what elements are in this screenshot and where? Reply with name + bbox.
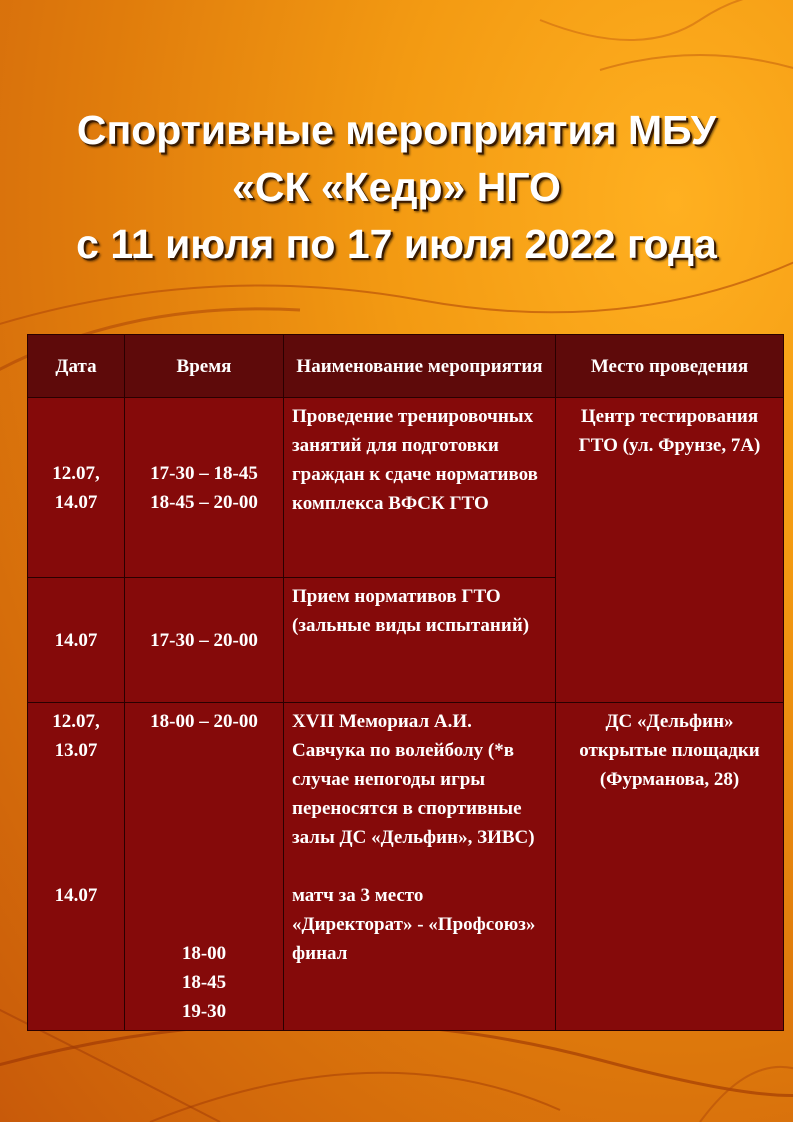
row-event-name: Прием нормативов ГТО (зальные виды испытаний) — [284, 578, 556, 703]
row-place: ДС «Дельфин» открытые площадки (Фурманова, 28) — [556, 703, 784, 1031]
page-title — [0, 102, 793, 273]
title-line-2: «СК «Кедр» НГО — [232, 164, 561, 210]
row-date: 12.07, 14.07 — [28, 398, 125, 578]
table-header-row — [28, 335, 784, 398]
table-row — [28, 703, 784, 1031]
table-row — [28, 398, 784, 578]
row-date-secondary: 14.07 — [54, 885, 98, 906]
event-detail: «Директорат» - «Профсоюз» — [292, 914, 536, 935]
row-event-name: Проведение тренировочных занятий для подготовки граждан к сдаче нормативов комплекса ВФСК ГТО — [284, 398, 556, 578]
event-detail: финал — [292, 943, 348, 964]
title-line-1: Спортивные мероприятия МБУ — [76, 107, 717, 153]
row-event-name — [284, 703, 556, 1031]
time-slot: 18-00 – 20-00 — [150, 711, 258, 732]
header-place: Место проведения — [556, 335, 784, 398]
event-description: XVII Мемориал А.И. Савчука по волейболу (*в случае непогоды игры переносятся в спортивные залы ДС «Дельфин», ЗИВС) — [292, 711, 535, 848]
header-date: Дата — [28, 335, 125, 398]
row-date: 14.07 — [28, 578, 125, 703]
time-slot: 17-30 – 18-45 — [150, 462, 258, 484]
schedule-table — [27, 334, 784, 1031]
event-detail: матч за 3 место — [292, 885, 424, 906]
row-date-primary: 12.07, 13.07 — [52, 711, 100, 761]
time-slot: 19-30 — [181, 1001, 227, 1022]
title-line-3: с 11 июля по 17 июля 2022 года — [76, 221, 717, 267]
header-time: Время — [125, 335, 284, 398]
header-event-name: Наименование мероприятия — [284, 335, 556, 398]
time-slot: 18-00 — [181, 943, 227, 964]
row-time: 17-30 – 20-00 — [125, 578, 284, 703]
row-time — [125, 398, 284, 578]
row-time — [125, 703, 284, 1031]
row-place: Центр тестирования ГТО (ул. Фрунзе, 7А) — [556, 398, 784, 703]
row-date — [28, 703, 125, 1031]
time-slot: 18-45 – 20-00 — [150, 491, 258, 513]
time-slot: 18-45 — [181, 972, 227, 993]
